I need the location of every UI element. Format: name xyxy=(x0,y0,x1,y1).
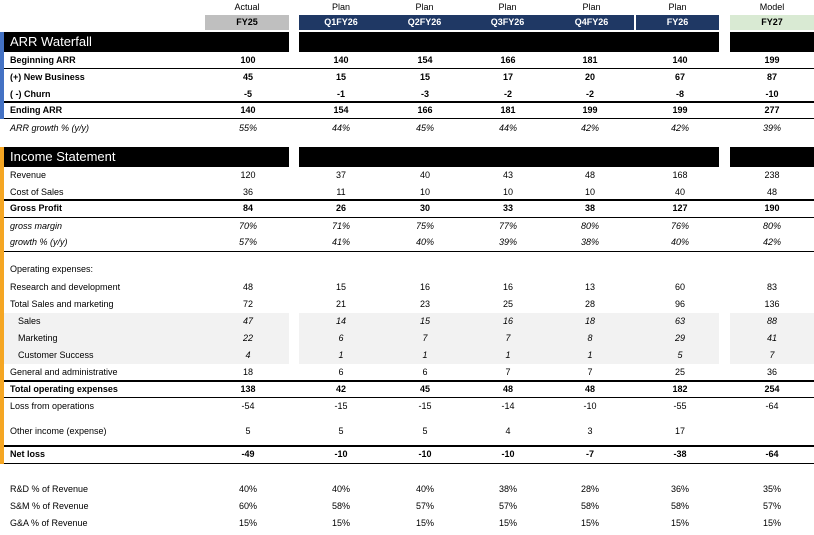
row-value: 181 xyxy=(582,55,598,65)
row-value: 3 xyxy=(587,426,593,436)
row-value: 39% xyxy=(498,237,517,247)
column-period-header: FY25 xyxy=(205,15,289,30)
column-period-header: FY26 xyxy=(636,15,719,30)
row-value: 1 xyxy=(338,350,344,360)
row-value: -10 xyxy=(501,449,515,459)
row-value: 35% xyxy=(762,484,781,494)
row-value: -15 xyxy=(418,401,432,411)
row-value: 26 xyxy=(335,203,346,213)
table-row xyxy=(0,498,814,515)
row-value: 15% xyxy=(580,518,599,528)
row-label: Cost of Sales xyxy=(10,187,64,197)
row-value: 17 xyxy=(674,426,685,436)
table-row xyxy=(0,398,814,415)
row-value: 166 xyxy=(417,105,433,115)
table-row xyxy=(0,200,814,217)
row-value: -54 xyxy=(241,401,255,411)
row-value: -2 xyxy=(503,89,512,99)
row-value: 88 xyxy=(766,316,777,326)
row-label: Research and development xyxy=(10,282,121,292)
row-value: 41% xyxy=(331,237,350,247)
row-value: 40% xyxy=(331,484,350,494)
row-value: 42% xyxy=(670,123,689,133)
row-value: 60% xyxy=(238,501,257,511)
row-label: G&A % of Revenue xyxy=(10,518,88,528)
column-type-label: Actual xyxy=(234,2,260,12)
row-value: 33 xyxy=(502,203,513,213)
row-value: 7 xyxy=(505,367,511,377)
row-value: 44% xyxy=(498,123,517,133)
row-value: -38 xyxy=(673,449,687,459)
row-value: -3 xyxy=(420,89,429,99)
row-value: 140 xyxy=(240,105,256,115)
row-value: 45 xyxy=(419,384,430,394)
column-period-header: Q2FY26 xyxy=(383,15,466,30)
income-section-title: Income Statement xyxy=(10,149,116,164)
row-label: ( -) Churn xyxy=(10,89,51,99)
row-value: 41 xyxy=(766,333,777,343)
row-value: 28 xyxy=(584,299,595,309)
row-value: 87 xyxy=(766,72,777,82)
row-value: -49 xyxy=(241,449,255,459)
row-value: -10 xyxy=(334,449,348,459)
row-label: ARR growth % (y/y) xyxy=(10,123,90,133)
row-value: 83 xyxy=(766,282,777,292)
row-value: 277 xyxy=(764,105,780,115)
row-value: 36 xyxy=(242,187,253,197)
row-value: 6 xyxy=(338,367,344,377)
row-value: 48 xyxy=(502,384,513,394)
row-value: 136 xyxy=(764,299,780,309)
rule-growth-bottom xyxy=(4,251,814,252)
table-row xyxy=(0,330,814,347)
row-value: 199 xyxy=(582,105,598,115)
row-label: Revenue xyxy=(10,170,47,180)
row-value: 5 xyxy=(338,426,344,436)
row-value: 15% xyxy=(762,518,781,528)
income-section-header-right xyxy=(730,147,814,167)
rule-beginning-arr xyxy=(4,68,814,69)
table-row xyxy=(0,261,814,278)
rule-total-opex-bottom xyxy=(4,397,814,398)
arr-section-title: ARR Waterfall xyxy=(10,34,92,49)
column-period-header: Q3FY26 xyxy=(466,15,549,30)
row-value: 71% xyxy=(331,221,350,231)
table-row xyxy=(0,515,814,532)
row-value: 15% xyxy=(238,518,257,528)
row-value: -5 xyxy=(243,89,252,99)
row-value: 48 xyxy=(242,282,253,292)
column-type-label: Model xyxy=(759,2,785,12)
row-value: 58% xyxy=(670,501,689,511)
row-value: 15% xyxy=(331,518,350,528)
row-label: Customer Success xyxy=(18,350,94,360)
row-value: 22 xyxy=(242,333,253,343)
row-value: 15% xyxy=(498,518,517,528)
column-type-label: Plan xyxy=(582,2,601,12)
row-value: 18 xyxy=(242,367,253,377)
row-value: 7 xyxy=(587,367,593,377)
row-value: 39% xyxy=(762,123,781,133)
row-value: 15 xyxy=(335,282,346,292)
table-row xyxy=(0,69,814,86)
row-value: 96 xyxy=(674,299,685,309)
row-label: growth % (y/y) xyxy=(10,237,68,247)
table-row xyxy=(0,364,814,381)
row-value: 36% xyxy=(670,484,689,494)
row-value: 40% xyxy=(415,484,434,494)
row-value: 57% xyxy=(415,501,434,511)
row-value: 254 xyxy=(764,384,780,394)
row-value: 84 xyxy=(242,203,253,213)
row-value: 55% xyxy=(238,123,257,133)
rule-gross-profit-bottom xyxy=(4,217,814,218)
row-value: 168 xyxy=(672,170,688,180)
row-label: Operating expenses: xyxy=(10,264,94,274)
row-value: 10 xyxy=(502,187,513,197)
table-row xyxy=(0,313,814,330)
row-value: 58% xyxy=(580,501,599,511)
row-value: 7 xyxy=(422,333,428,343)
column-type-label: Plan xyxy=(331,2,350,12)
row-value: 16 xyxy=(419,282,430,292)
row-value: 80% xyxy=(762,221,781,231)
row-value: 154 xyxy=(417,55,433,65)
row-value: 15% xyxy=(415,518,434,528)
row-label: S&M % of Revenue xyxy=(10,501,89,511)
row-value: 238 xyxy=(764,170,780,180)
table-row xyxy=(0,234,814,251)
row-value: 120 xyxy=(240,170,256,180)
row-value: 48 xyxy=(766,187,777,197)
column-period-header: FY27 xyxy=(730,15,814,30)
row-label: Total Sales and marketing xyxy=(10,299,114,309)
row-value: 57% xyxy=(238,237,257,247)
row-value: 38 xyxy=(584,203,595,213)
rule-total-opex-top xyxy=(4,380,814,382)
row-value: 1 xyxy=(587,350,593,360)
row-value: 138 xyxy=(240,384,256,394)
row-value: 15 xyxy=(419,316,430,326)
row-value: 45 xyxy=(242,72,253,82)
table-row xyxy=(0,52,814,69)
rule-ending-arr-bottom xyxy=(4,118,814,119)
table-row xyxy=(0,381,814,398)
row-value: 40% xyxy=(238,484,257,494)
column-period-header: Q4FY26 xyxy=(549,15,634,30)
row-value: 13 xyxy=(584,282,595,292)
row-value: 181 xyxy=(500,105,516,115)
row-value: 25 xyxy=(502,299,513,309)
row-value: 8 xyxy=(587,333,593,343)
row-value: 45% xyxy=(415,123,434,133)
row-value: 10 xyxy=(419,187,430,197)
row-value: 1 xyxy=(505,350,511,360)
row-value: 14 xyxy=(335,316,346,326)
row-value: 40% xyxy=(670,237,689,247)
row-value: 127 xyxy=(672,203,688,213)
row-value: 15 xyxy=(335,72,346,82)
row-value: 4 xyxy=(245,350,251,360)
row-value: 38% xyxy=(580,237,599,247)
table-row xyxy=(0,167,814,184)
table-row xyxy=(0,120,814,137)
row-value: 1 xyxy=(422,350,428,360)
row-value: 42 xyxy=(335,384,346,394)
table-row xyxy=(0,347,814,364)
row-value: 11 xyxy=(336,187,346,197)
row-value: 5 xyxy=(422,426,428,436)
row-value: -7 xyxy=(585,449,594,459)
row-value: 5 xyxy=(677,350,683,360)
row-value: 42% xyxy=(762,237,781,247)
row-value: 57% xyxy=(498,501,517,511)
table-row xyxy=(0,102,814,119)
row-value: 16 xyxy=(502,316,513,326)
row-value: 67 xyxy=(674,72,685,82)
row-value: 16 xyxy=(502,282,513,292)
row-value: 154 xyxy=(333,105,349,115)
row-value: 40 xyxy=(419,170,430,180)
column-type-label: Plan xyxy=(668,2,687,12)
row-value: 40 xyxy=(674,187,685,197)
row-value: 77% xyxy=(498,221,517,231)
row-value: 25 xyxy=(674,367,685,377)
row-value: 6 xyxy=(422,367,428,377)
row-value: 6 xyxy=(338,333,344,343)
rule-gross-profit-top xyxy=(4,199,814,201)
row-value: 15 xyxy=(419,72,430,82)
row-label: Beginning ARR xyxy=(10,55,76,65)
row-value: 63 xyxy=(674,316,685,326)
row-value: 70% xyxy=(238,221,257,231)
row-value: 36 xyxy=(766,367,777,377)
row-value: 42% xyxy=(580,123,599,133)
row-value: 29 xyxy=(674,333,685,343)
row-value: 58% xyxy=(331,501,350,511)
row-label: Marketing xyxy=(18,333,58,343)
table-row xyxy=(0,423,814,440)
rule-net-loss-bottom xyxy=(4,463,814,464)
column-type-label: Plan xyxy=(498,2,517,12)
table-row xyxy=(0,446,814,463)
row-value: -64 xyxy=(765,449,779,459)
row-label: Loss from operations xyxy=(10,401,95,411)
row-value: 44% xyxy=(331,123,350,133)
row-value: 40% xyxy=(415,237,434,247)
row-value: -55 xyxy=(673,401,687,411)
row-value: 166 xyxy=(500,55,516,65)
row-value: 18 xyxy=(584,316,595,326)
row-value: 37 xyxy=(335,170,346,180)
row-label: Ending ARR xyxy=(10,105,63,115)
column-period-header: Q1FY26 xyxy=(299,15,383,30)
row-value: 47 xyxy=(242,316,253,326)
row-label: Gross Profit xyxy=(10,203,63,213)
row-value: 7 xyxy=(505,333,511,343)
row-label: R&D % of Revenue xyxy=(10,484,89,494)
row-value: 7 xyxy=(769,350,775,360)
row-value: 10 xyxy=(584,187,595,197)
row-value: 23 xyxy=(419,299,430,309)
row-value: 15% xyxy=(670,518,689,528)
row-value: 100 xyxy=(240,55,256,65)
row-value: -14 xyxy=(501,401,515,411)
rule-ending-arr-top xyxy=(4,101,814,103)
row-value: 38% xyxy=(498,484,517,494)
row-value: -10 xyxy=(765,89,779,99)
table-row xyxy=(0,481,814,498)
row-value: 140 xyxy=(333,55,349,65)
row-value: 4 xyxy=(505,426,511,436)
row-value: 60 xyxy=(674,282,685,292)
rule-net-loss-top xyxy=(4,445,814,447)
row-label: gross margin xyxy=(10,221,63,231)
row-label: Total operating expenses xyxy=(10,384,118,394)
row-value: -10 xyxy=(583,401,597,411)
table-row xyxy=(0,218,814,235)
arr-section-header-mid xyxy=(299,32,719,52)
row-value: 72 xyxy=(242,299,253,309)
row-value: 80% xyxy=(580,221,599,231)
row-value: -64 xyxy=(765,401,779,411)
row-value: -8 xyxy=(675,89,684,99)
income-section-header-mid xyxy=(299,147,719,167)
row-value: 76% xyxy=(670,221,689,231)
arr-section-header-right xyxy=(730,32,814,52)
table-row xyxy=(0,279,814,296)
row-value: 48 xyxy=(584,170,595,180)
row-value: 199 xyxy=(764,55,780,65)
row-label: General and administrative xyxy=(10,367,118,377)
row-label: Sales xyxy=(18,316,41,326)
row-value: 28% xyxy=(580,484,599,494)
row-value: 21 xyxy=(335,299,346,309)
row-value: 140 xyxy=(672,55,688,65)
row-value: 20 xyxy=(584,72,595,82)
row-label: Net loss xyxy=(10,449,46,459)
row-value: 43 xyxy=(502,170,513,180)
row-value: -15 xyxy=(334,401,348,411)
row-value: 75% xyxy=(415,221,434,231)
row-value: 30 xyxy=(419,203,430,213)
column-type-label: Plan xyxy=(415,2,434,12)
row-value: 190 xyxy=(764,203,780,213)
table-row xyxy=(0,296,814,313)
row-value: 182 xyxy=(672,384,688,394)
row-value: -1 xyxy=(336,89,345,99)
row-value: 199 xyxy=(672,105,688,115)
row-label: Other income (expense) xyxy=(10,426,107,436)
row-value: 57% xyxy=(762,501,781,511)
row-value: -2 xyxy=(585,89,594,99)
row-value: -10 xyxy=(418,449,432,459)
row-value: 5 xyxy=(245,426,251,436)
row-value: 48 xyxy=(584,384,595,394)
row-value: 17 xyxy=(502,72,513,82)
row-label: (+) New Business xyxy=(10,72,85,82)
